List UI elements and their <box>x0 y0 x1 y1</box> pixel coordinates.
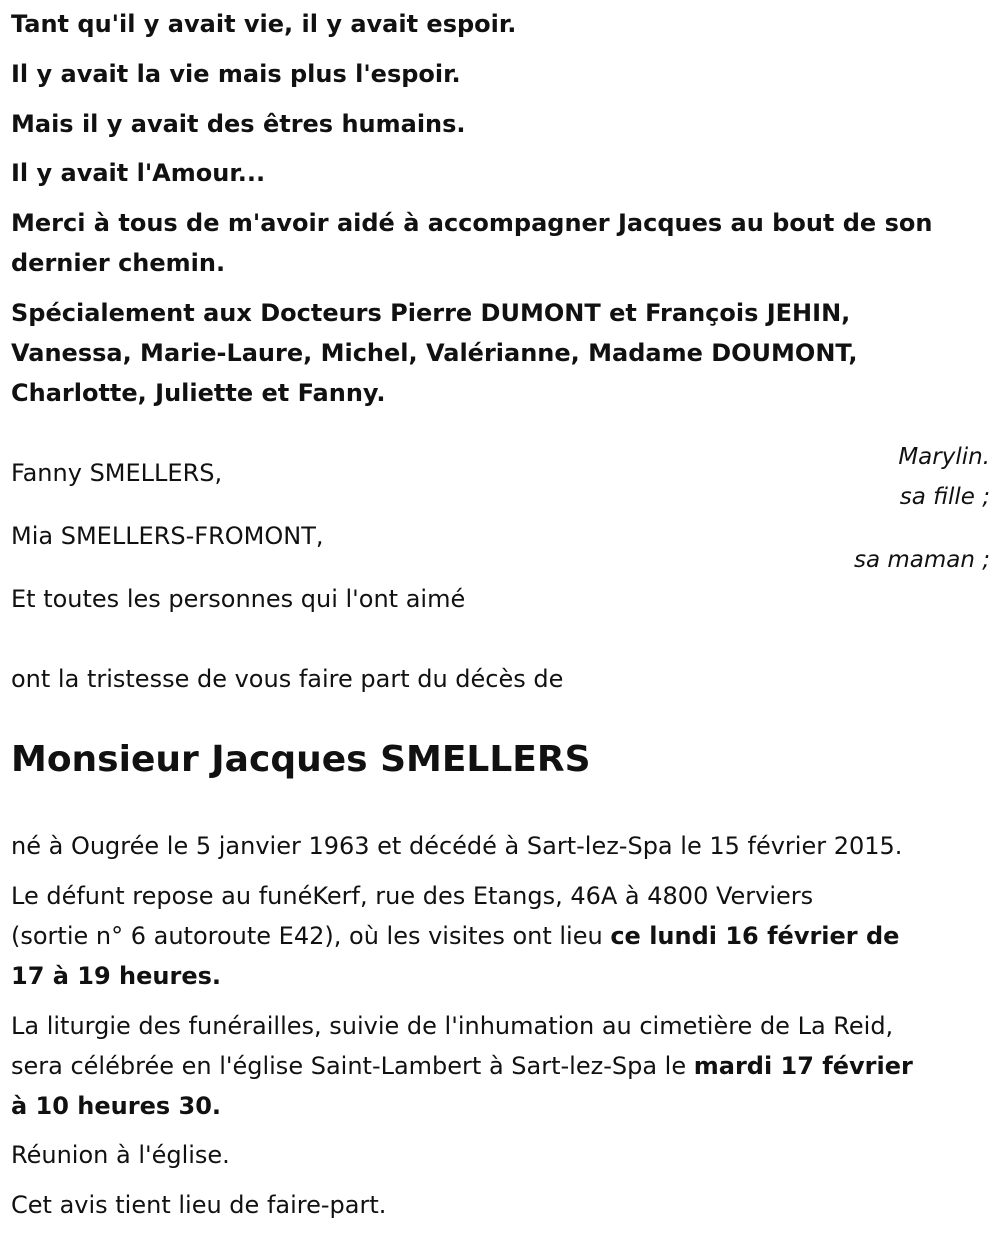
announcement-text: ont la tristesse de vous faire part du décès de <box>11 665 564 693</box>
visit-hours-bold: 17 à 19 heures. <box>11 962 222 990</box>
deceased-name: Monsieur Jacques SMELLERS <box>11 739 591 780</box>
thanks-line-6b: Vanessa, Marie-Laure, Michel, Valérianne, Madame DOUMONT, <box>11 339 858 367</box>
notice-line: Cet avis tient lieu de faire-part. <box>11 1191 387 1219</box>
thanks-line-5a: Merci à tous de m'avoir aidé à accompagner Jacques au bout de son <box>11 209 933 237</box>
thanks-line-4: Il y avait l'Amour... <box>11 159 266 187</box>
signature-marylin: Marylin. <box>898 444 990 470</box>
liturgy-line-2-text: sera célébrée en l'église Saint-Lambert à Sart-lez-Spa le <box>11 1052 694 1080</box>
visit-date-bold: ce lundi 16 février de <box>610 922 900 950</box>
family-mia: Mia SMELLERS-FROMONT, <box>11 522 324 550</box>
birth-death-line: né à Ougrée le 5 janvier 1963 et décédé à Sart-lez-Spa le 15 février 2015. <box>11 832 903 860</box>
thanks-line-6a: Spécialement aux Docteurs Pierre DUMONT et François JEHIN, <box>11 299 851 327</box>
repose-line-1: Le défunt repose au funéKerf, rue des Etangs, 46A à 4800 Verviers <box>11 882 814 910</box>
repose-line-2-text: (sortie n° 6 autoroute E42), où les visites ont lieu <box>11 922 611 950</box>
thanks-line-6c: Charlotte, Juliette et Fanny. <box>11 379 386 407</box>
thanks-line-1: Tant qu'il y avait vie, il y avait espoir. <box>11 10 517 38</box>
family-fanny-role: sa fille ; <box>899 484 990 510</box>
family-mia-role: sa maman ; <box>853 547 990 573</box>
funeral-time-bold: à 10 heures 30. <box>11 1092 222 1120</box>
thanks-line-2: Il y avait la vie mais plus l'espoir. <box>11 60 461 88</box>
funeral-date-bold: mardi 17 février <box>693 1052 913 1080</box>
family-fanny: Fanny SMELLERS, <box>11 459 223 487</box>
meeting-line: Réunion à l'église. <box>11 1141 230 1169</box>
repose-line-2 <box>11 916 899 956</box>
liturgy-line-1: La liturgie des funérailles, suivie de l'inhumation au cimetière de La Reid, <box>11 1012 894 1040</box>
thanks-line-3: Mais il y avait des êtres humains. <box>11 110 466 138</box>
liturgy-line-2 <box>11 1046 913 1086</box>
thanks-line-5b: dernier chemin. <box>11 249 226 277</box>
family-others: Et toutes les personnes qui l'ont aimé <box>11 585 466 613</box>
